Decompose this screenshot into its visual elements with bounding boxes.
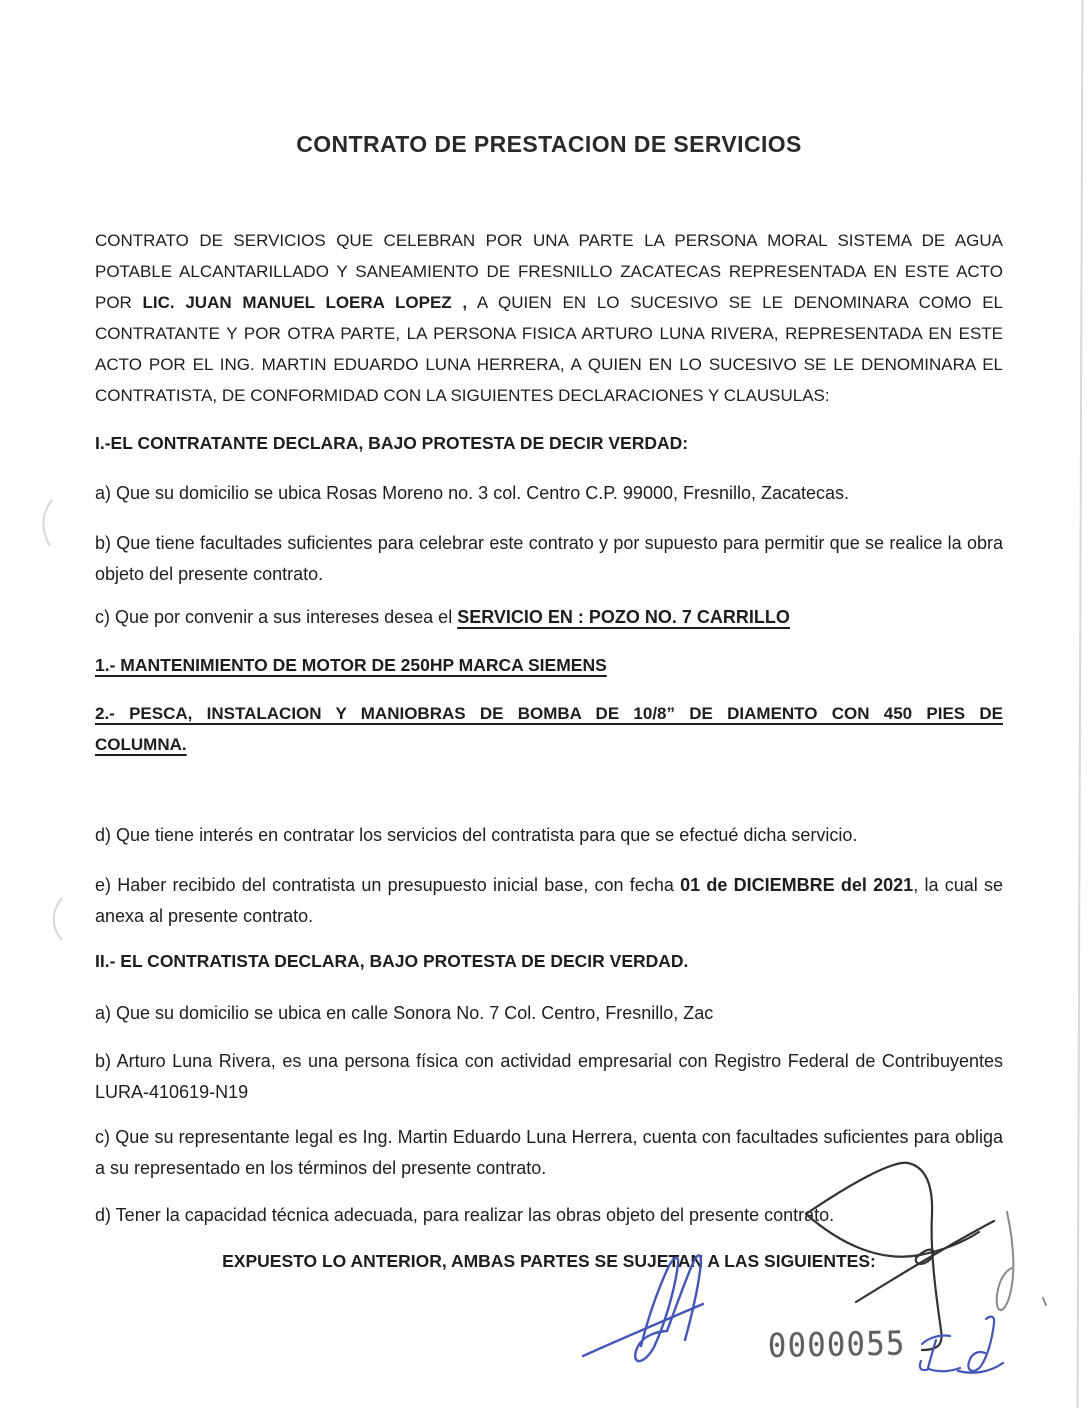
item-e-suffix: , la cual se anexa al presente contrato. (95, 875, 1003, 926)
section2-item-d: d) Tener la capacidad técnica adecuada, para realizar las obras objeto del presente contrato. (95, 1205, 835, 1225)
item-c-prefix: c) Que por convenir a sus intereses desea el (95, 607, 458, 627)
section2-item-b: b) Arturo Luna Rivera, es una persona física con actividad empresarial con Registro Federal de Contribuyentes LURA-410619-N19 (95, 1051, 1003, 1102)
section1-item-b: b) Que tiene facultades suficientes para celebrar este contrato y por supuesto para permitir que se realice la obra objeto del presente contrato. (95, 533, 1003, 584)
service-item-1: 1.- MANTENIMIENTO DE MOTOR DE 250HP MARCA SIEMENS (95, 655, 607, 675)
closing-statement: EXPUESTO LO ANTERIOR, AMBAS PARTES SE SUJETAN A LAS SIGUIENTES: (222, 1251, 876, 1271)
item-e-date: 01 de DICIEMBRE del 2021 (680, 875, 914, 895)
section2-heading: II.- EL CONTRATISTA DECLARA, BAJO PROTESTA DE DECIR VERDAD. (95, 951, 689, 971)
intro-paragraph (95, 225, 1003, 411)
section2-item-c: c) Que su representante legal es Ing. Martin Eduardo Luna Herrera, cuenta con facultades suficientes para obliga a su representado en los términos del presente contrato. (95, 1127, 1003, 1178)
initials-blue-pen (920, 1317, 1003, 1373)
intro-text-1: CONTRATO DE SERVICIOS QUE CELEBRAN POR UNA PARTE LA PERSONA MORAL SISTEMA DE AGUA POTABLE ALCANTARILLADO Y SANEAMIENTO DE FRESNILLO ZACATECAS REPRESENTADA EN ESTE ACTO POR (95, 231, 1003, 312)
flourish-gray-pen (997, 1212, 1046, 1310)
service-item-2-line1: 2.- PESCA, INSTALACION Y MANIOBRAS DE BOMBA DE 10/8” DE DIAMENTO CON 450 PIES DE (95, 704, 1003, 723)
item-c-service-name: SERVICIO EN : POZO NO. 7 CARRILLO (457, 607, 790, 627)
stamp-number: 0000055 (767, 1323, 906, 1365)
section1-item-e (95, 870, 1003, 932)
section1-item-a: a) Que su domicilio se ubica Rosas Moreno no. 3 col. Centro C.P. 99000, Fresnillo, Zacatecas. (95, 483, 850, 503)
intro-text-2: A QUIEN EN LO SUCESIVO SE LE DENOMINARA COMO EL CONTRATANTE Y POR OTRA PARTE, LA PERSONA FISICA ARTURO LUNA RIVERA, REPRESENTADA EN ESTE ACTO POR EL ING. MARTIN EDUARDO LUNA HERRERA, A QUIEN EN LO SUCESIVO SE LE DENOMINARA EL CONTRATISTA, DE CONFORMIDAD CON LA SIGUIENTES DECLARACIONES Y CLAUSULAS: (95, 293, 1003, 405)
service-item-2-line2: COLUMNA. (95, 735, 187, 754)
section1-item-c (95, 602, 1003, 633)
section1-item-d: d) Que tiene interés en contratar los servicios del contratista para que se efectué dicha servicio. (95, 825, 858, 845)
document-body (95, 225, 1003, 1277)
scan-edge-artifact (1077, 0, 1084, 1408)
item-e-prefix: e) Haber recibido del contratista un presupuesto inicial base, con fecha (95, 875, 681, 895)
margin-arc-artifacts (43, 500, 62, 940)
service-item-2 (95, 698, 1003, 760)
contractor-representative-name: LIC. JUAN MANUEL LOERA LOPEZ , (142, 293, 468, 312)
section1-heading: I.-EL CONTRATANTE DECLARA, BAJO PROTESTA DE DECIR VERDAD: (95, 433, 689, 453)
section2-item-a: a) Que su domicilio se ubica en calle Sonora No. 7 Col. Centro, Fresnillo, Zac (95, 1003, 714, 1023)
document-title: CONTRATO DE PRESTACION DE SERVICIOS (296, 131, 802, 157)
